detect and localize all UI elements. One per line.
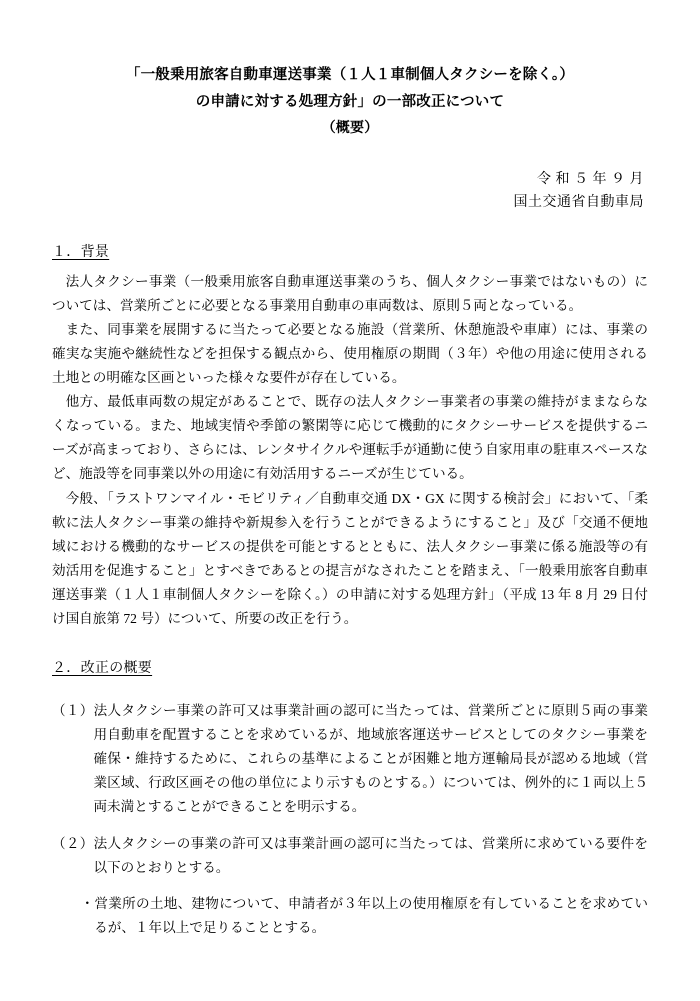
document-title: [52, 62, 648, 142]
paragraph: 他方、最低車両数の規定があることで、既存の法人タクシー事業者の事業の維持がままならなくなっている。また、地域実情や季節の繁閑等に応じて機動的にタクシーサービスを提供するニーズが高まっており、さらには、レンタサイクルや運転手が通勤に使う自家用車の駐車スペースなど、施設等を同事業以外の用途に有効活用するニーズが生じている。: [52, 394, 648, 482]
item-marker: （２）: [52, 836, 94, 852]
title-line-3: （概要）: [321, 120, 379, 136]
item-marker: （１）: [52, 702, 94, 718]
title-line-2: の申請に対する処理方針」の一部改正について: [195, 93, 505, 110]
list-item: [52, 832, 648, 880]
bullet-item: ・営業所の土地、建物について、申請者が３年以上の使用権原を有していることを求めているが、１年以上で足りることとする。: [80, 896, 648, 936]
bullet-list: [52, 892, 648, 940]
paragraph: 今般、「ラストワンマイル・モビリティ／自動車交通 DX・GX に関する検討会」において、「柔軟に法人タクシー事業の維持や新規参入を行うことができるようにすること」及び「交通不便地域における機動的なサービスの提供を可能とするとともに、法人タクシー事業に係る施設等の有効活用を促進すること」とすべきであるとの提言がなされたことを踏まえ、「一般乗用旅客自動車運送事業（１人１車制個人タクシーを除く。）の申請に対する処理方針」（平成 13 年 8 月 29 日付け国自旅第 72 号）について、所要の改正を行う。: [52, 490, 648, 626]
title-line-1: 「一般乗用旅客自動車運送事業（１人１車制個人タクシーを除く。）: [125, 67, 575, 83]
paragraph: また、同事業を展開するに当たって必要となる施設（営業所、休憩施設や車庫）には、事業の確実な実施や継続性などを担保する観点から、使用権原の期間（３年）や他の用途に使用される土地との明確な区画といった様々な要件が存在している。: [52, 322, 648, 386]
section-heading-outline: ２．改正の概要: [52, 660, 153, 676]
numbered-item-2: [52, 832, 648, 880]
section-heading-background: １．背景: [52, 245, 110, 261]
list-item: [52, 699, 648, 819]
item-text: 法人タクシー事業の許可又は事業計画の認可に当たっては、営業所ごとに原則５両の事業用自動車を配置することを求めているが、地域旅客運送サービスとしてのタクシー事業を確保・維持するために、これらの基準によることが困難と地方運輸局長が認める地域（営業区域、行政区画その他の単位により示すものとする。）については、例外的に１両以上５両未満とすることができることを明示する。: [93, 702, 649, 814]
numbered-item-1: [52, 699, 648, 819]
item-text: 法人タクシーの事業の許可又は事業計画の認可に当たっては、営業所に求めている要件を以下のとおりとする。: [93, 836, 649, 876]
issuing-authority: 国土交通省自動車局: [513, 195, 644, 211]
issue-date: 令 和 ５ 年 ９ 月: [537, 171, 644, 187]
paragraph: 法人タクシー事業（一般乗用旅客自動車運送事業のうち、個人タクシー事業ではないもの）については、営業所ごとに必要となる事業用自動車の車両数は、原則５両となっている。: [52, 274, 648, 314]
section-background-body: [52, 270, 648, 631]
date-and-issuer: [52, 168, 648, 216]
